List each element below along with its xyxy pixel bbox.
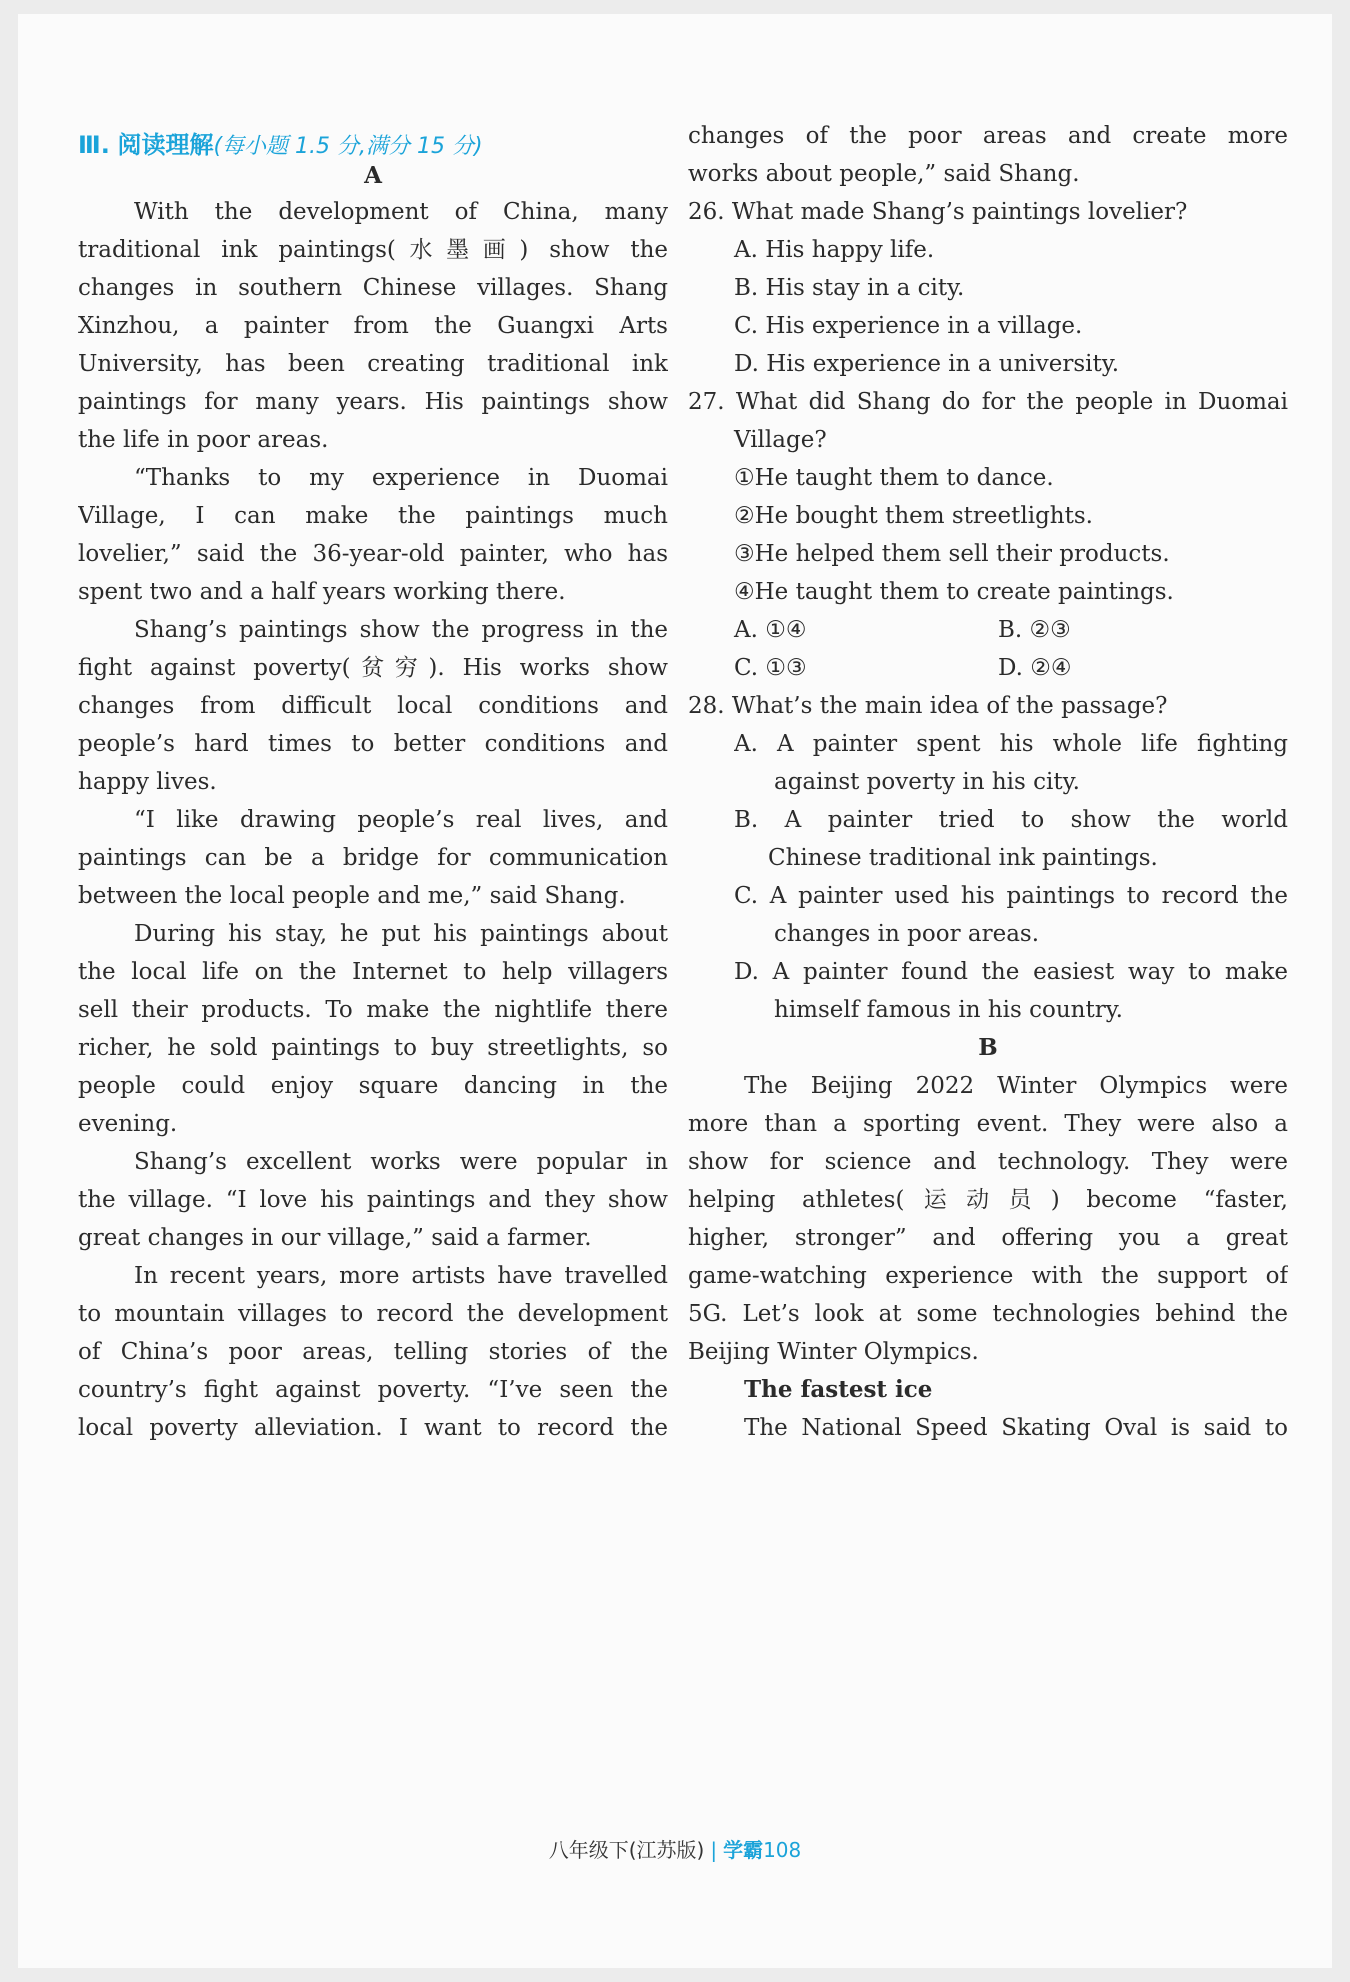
passage-b-heading: B [978,1034,998,1061]
passage-line: to mountain villages to record the development [78,1301,668,1327]
passage-line: Shang’s paintings show the progress in the [134,617,668,643]
statement-item: ④He taught them to create paintings. [734,579,1174,605]
option-b[interactable]: B. ②③ [998,617,1071,643]
passage-line: game-watching experience with the support of [688,1263,1288,1289]
passage-line: “I like drawing people’s real lives, and [134,807,668,833]
passage-line: people could enjoy square dancing in the [78,1073,668,1099]
section-title: 阅读理解 [117,131,214,159]
option-d[interactable]: D. A painter found the easiest way to make [734,959,1288,985]
option-d[interactable]: D. His experience in a university. [734,351,1120,377]
footer-brand: 学霸 [723,1838,764,1862]
option-b-cont: Chinese traditional ink paintings. [768,845,1158,871]
passage-line: In recent years, more artists have travelled [134,1263,668,1289]
question-stem: 27. What did Shang do for the people in Duomai [688,389,1288,415]
section-number: Ⅲ. [78,131,110,159]
passage-line: Shang’s excellent works were popular in [134,1149,668,1175]
passage-line: people’s hard times to better conditions and [78,731,668,757]
page-footer [18,1836,1332,1864]
passage-line: great changes in our village,” said a farmer. [78,1225,592,1251]
passage-line: The Beijing 2022 Winter Olympics were [744,1073,1288,1099]
passage-line: works about people,” said Shang. [688,161,1080,187]
option-b[interactable]: B. A painter tried to show the world [734,807,1288,833]
section-heading [78,128,668,164]
footer-grade: 八年级下(江苏版) [548,1838,705,1862]
passage-line: fight against poverty(贫穷). His works show [78,655,668,681]
passage-line: The National Speed Skating Oval is said to [744,1415,1288,1441]
question-stem-cont: Village? [734,427,827,453]
option-c-cont: changes in poor areas. [774,921,1040,947]
option-c[interactable]: C. His experience in a village. [734,313,1083,339]
option-a[interactable]: A. His happy life. [734,237,935,263]
page-number: 108 [763,1838,802,1862]
passage-line: country’s fight against poverty. “I’ve seen the [78,1377,668,1403]
passage-line: Village, I can make the paintings much [78,503,668,529]
passage-line: changes from difficult local conditions and [78,693,668,719]
option-c[interactable]: C. A painter used his paintings to record the [734,883,1288,909]
passage-line: During his stay, he put his paintings about [134,921,668,947]
option-a[interactable]: A. ①④ [734,617,807,643]
passage-line: the life in poor areas. [78,427,329,453]
section-note: (每小题 1.5 分,满分 15 分) [213,134,483,159]
passage-line: 5G. Let’s look at some technologies behind the [688,1301,1288,1327]
passage-line: sell their products. To make the nightlife there [78,997,668,1023]
passage-line: the village. “I love his paintings and they show [78,1187,668,1213]
passage-line: of China’s poor areas, telling stories of the [78,1339,668,1365]
passage-line: paintings can be a bridge for communication [78,845,668,871]
page [18,14,1332,1968]
subheading: The fastest ice [744,1376,933,1403]
option-c[interactable]: C. ①③ [734,655,807,681]
passage-line: local poverty alleviation. I want to record the [78,1415,668,1441]
option-a-cont: against poverty in his city. [774,769,1080,795]
passage-line: richer, he sold paintings to buy streetlights, so [78,1035,668,1061]
passage-a-heading: A [364,162,382,189]
question-stem: 26. What made Shang’s paintings lovelier? [688,199,1188,225]
option-d[interactable]: D. ②④ [998,655,1072,681]
passage-line: changes in southern Chinese villages. Shang [78,275,668,301]
passage-line: With the development of China, many [134,199,668,225]
passage-line: the local life on the Internet to help villagers [78,959,668,985]
passage-line: “Thanks to my experience in Duomai [134,465,668,491]
passage-line: changes of the poor areas and create more [688,123,1288,149]
passage-line: more than a sporting event. They were also a [688,1111,1288,1137]
option-b[interactable]: B. His stay in a city. [734,275,965,301]
passage-line: evening. [78,1111,178,1137]
statement-item: ②He bought them streetlights. [734,503,1093,529]
passage-line: lovelier,” said the 36-year-old painter, who has [78,541,668,567]
passage-line: spent two and a half years working there. [78,579,566,605]
passage-line: Xinzhou, a painter from the Guangxi Arts [78,313,668,339]
passage-line: between the local people and me,” said Shang. [78,883,626,909]
option-a[interactable]: A. A painter spent his whole life fighting [734,731,1288,757]
question-stem: 28. What’s the main idea of the passage? [688,693,1168,719]
passage-line: higher, stronger” and offering you a great [688,1225,1288,1251]
option-d-cont: himself famous in his country. [774,997,1123,1023]
passage-line: University, has been creating traditional ink [78,351,668,377]
footer-separator: | [710,1838,718,1862]
passage-line: traditional ink paintings(水墨画) show the [78,237,668,263]
passage-line: paintings for many years. His paintings show [78,389,668,415]
passage-line: show for science and technology. They were [688,1149,1288,1175]
passage-line: Beijing Winter Olympics. [688,1339,979,1365]
passage-line: happy lives. [78,769,217,795]
statement-item: ③He helped them sell their products. [734,541,1170,567]
statement-item: ①He taught them to dance. [734,465,1054,491]
passage-line: helping athletes(运动员) become “faster, [688,1187,1288,1213]
